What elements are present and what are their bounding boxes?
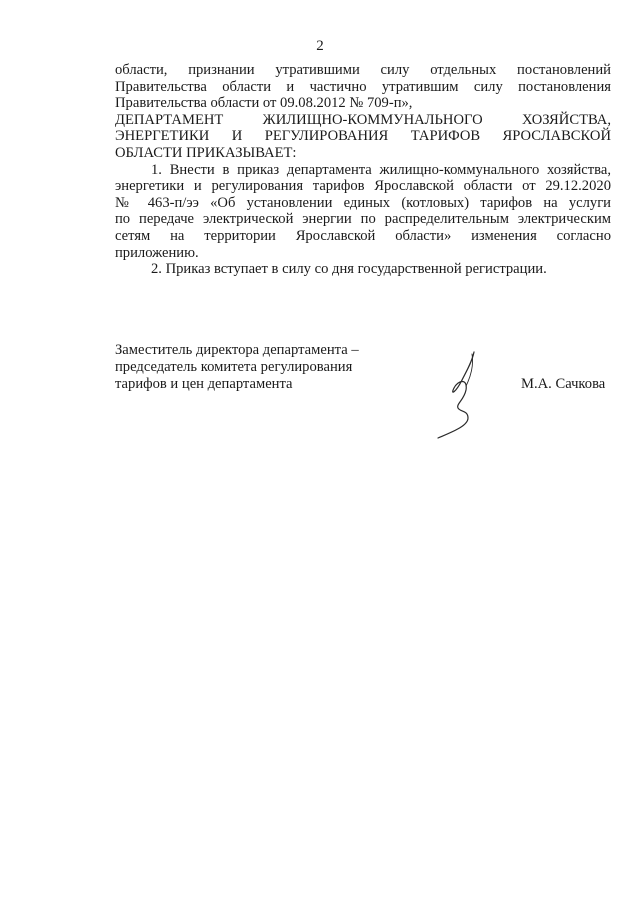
- signatory-name: М.А. Сачкова: [521, 376, 606, 392]
- clause-1-line: № 463-п/ээ «Об установлении единых (котловых) тарифов на услуги: [115, 194, 611, 211]
- clause-1-line: 1. Внести в приказ департамента жилищно-коммунального хозяйства,: [151, 161, 611, 178]
- clause-1-line: сетям на территории Ярославской области» изменения согласно: [115, 227, 611, 244]
- document-body: [115, 62, 611, 278]
- clause-1-line: приложению.: [115, 244, 199, 261]
- clause-1-line: энергетики и регулирования тарифов Ярославской области от 29.12.2020: [115, 178, 611, 195]
- position-line: Заместитель директора департамента –: [115, 342, 359, 358]
- position-line: председатель комитета регулирования: [115, 359, 353, 375]
- body-line: Правительства области и частично утратившим силу постановления: [115, 78, 611, 95]
- clause-2-line: 2. Приказ вступает в силу со дня государственной регистрации.: [151, 261, 547, 278]
- body-line: Правительства области от 09.08.2012 № 709-п»,: [115, 95, 413, 112]
- page-number: 2: [316, 38, 324, 54]
- clause-1-line: по передаче электрической энергии по распределительным электрическим: [115, 211, 611, 228]
- position-line: тарифов и цен департамента: [115, 376, 293, 392]
- department-heading-line: ОБЛАСТИ ПРИКАЗЫВАЕТ:: [115, 144, 297, 161]
- body-line: области, признании утратившими силу отдельных постановлений: [115, 62, 611, 78]
- department-heading-line: ДЕПАРТАМЕНТ ЖИЛИЩНО-КОММУНАЛЬНОГО ХОЗЯЙСТВА,: [115, 111, 611, 128]
- department-heading-line: ЭНЕРГЕТИКИ И РЕГУЛИРОВАНИЯ ТАРИФОВ ЯРОСЛАВСКОЙ: [115, 128, 611, 145]
- handwritten-signature-icon: [428, 348, 488, 440]
